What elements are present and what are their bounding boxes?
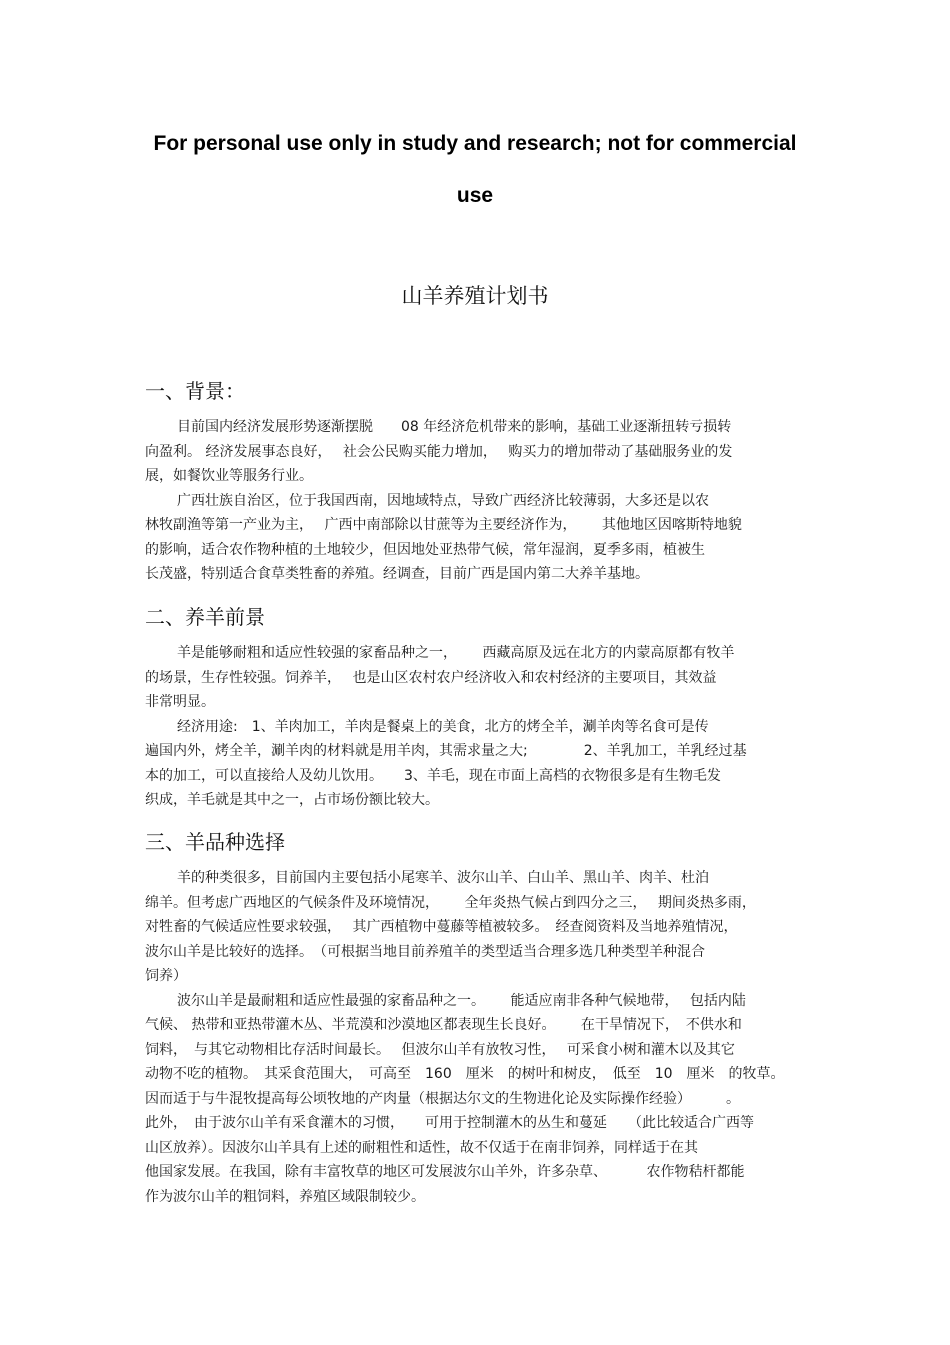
text-line: 羊的种类很多，目前国内主要包括小尾寒羊、波尔山羊、白山羊、黑山羊、肉羊、杜泊 (177, 870, 709, 886)
text-line: 山区放养）。因波尔山羊具有上述的耐粗性和适性，故不仅适于在南非饲养，同样适于在其 (145, 1139, 698, 1156)
section-prospects (145, 603, 805, 813)
paragraph (145, 641, 805, 715)
paragraph (145, 866, 805, 989)
text-line: 长茂盛，特别适合食草类牲畜的养殖。经调查，目前广西是国内第二大养羊基地。 (145, 566, 649, 582)
text-line: 遍国内外，烤全羊，涮羊肉的材料就是用羊肉，其需求量之大; 2、羊乳加工，羊乳经过基 (145, 743, 747, 759)
usage-notice-line-2: use (456, 184, 494, 207)
section-breed-selection (145, 828, 805, 1209)
text-line: 非常明显。 (145, 694, 215, 710)
text-line: 经济用途: 1、羊肉加工，羊肉是餐桌上的美食，北方的烤全羊，涮羊肉等名食可是传 (177, 718, 709, 735)
text-line: 波尔山羊是最耐粗和适应性最强的家畜品种之一。 能适应南非各种气候地带， 包括内陆 (177, 992, 746, 1009)
paragraph (145, 489, 805, 587)
usage-notice-line-1: For personal use only in study and research; not for commercial (153, 132, 797, 155)
text-line: 的场景，生存性较强。饲养羊， 也是山区农村农户经济收入和农村经济的主要项目，其效益 (145, 669, 717, 686)
paragraph (145, 715, 805, 813)
section-heading: 三、羊品种选择 (145, 830, 285, 854)
text-line: 饲养） (145, 968, 187, 984)
text-line: 目前国内经济发展形势逐渐摆脱 08 年经济危机带来的影响，基础工业逐渐扭转亏损转 (177, 419, 732, 435)
text-line: 的影响，适合农作物种植的土地较少，但因地处亚热带气候，常年湿润，夏季多雨，植被生 (145, 541, 705, 558)
text-line: 林牧副渔等第一产业为主， 广西中南部除以甘蔗等为主要经济作为， 其他地区因喀斯特地貌 (145, 517, 742, 533)
section-heading: 二、养羊前景 (145, 605, 265, 629)
text-line: 波尔山羊是比较好的选择。 （可根据当地目前养殖羊的类型适当合理多选几种类型羊种混合 (145, 943, 705, 960)
text-line: 动物不吃的植物。 其采食范围大， 可高至 160 厘米 的树叶和树皮， 低至 10 厘米 的牧草。 (145, 1066, 785, 1082)
text-line: 本的加工，可以直接给人及幼儿饮用。 3、羊毛，现在市面上高档的衣物很多是有生物毛发 (145, 767, 721, 784)
text-line: 羊是能够耐粗和适应性较强的家畜品种之一， 西藏高原及远在北方的内蒙高原都有牧羊 (177, 645, 735, 661)
paragraph (145, 989, 805, 1210)
text-line: 气候、 热带和亚热带灌木丛、半荒漠和沙漠地区都表现生长良好。 在干旱情况下， 不供水和 (145, 1017, 742, 1033)
text-line: 此外， 由于波尔山羊有采食灌木的习惯， 可用于控制灌木的丛生和蔓延 （此比较适合广西等 (145, 1115, 754, 1131)
text-line: 展，如餐饮业等服务行业。 (145, 468, 313, 484)
text-line: 绵羊。但考虑广西地区的气候条件及环境情况， 全年炎热气候占到四分之三， 期间炎热多雨， (145, 894, 756, 911)
text-line: 作为波尔山羊的粗饲料，养殖区域限制较少。 (145, 1188, 425, 1205)
text-line: 对牲畜的气候适应性要求较强， 其广西植物中蔓藤等植被较多。 经查阅资料及当地养殖情况， (145, 919, 738, 935)
document-title: 山羊养殖计划书 (401, 284, 549, 308)
text-line: 向盈利。 经济发展事态良好， 社会公民购买能力增加， 购买力的增加带动了基础服务业的发 (145, 443, 733, 460)
text-line: 他国家发展。在我国，除有丰富牧草的地区可发展波尔山羊外，许多杂草、 农作物秸杆都能 (145, 1164, 745, 1180)
text-line: 织成，羊毛就是其中之一，占市场份额比较大。 (145, 792, 439, 808)
text-line: 饲料， 与其它动物相比存活时间最长。 但波尔山羊有放牧习性， 可采食小树和灌木以及其它 (145, 1041, 735, 1058)
section-background (145, 377, 805, 587)
paragraph (145, 415, 805, 489)
text-line: 广西壮族自治区，位于我国西南，因地域特点，导致广西经济比较薄弱，大多还是以农 (177, 492, 709, 509)
section-heading: 一、背景： (145, 379, 245, 403)
text-line: 因而适于与牛混牧提高每公顷牧地的产肉量（根据达尔文的生物进化论及实际操作经验） 。 (145, 1090, 740, 1107)
